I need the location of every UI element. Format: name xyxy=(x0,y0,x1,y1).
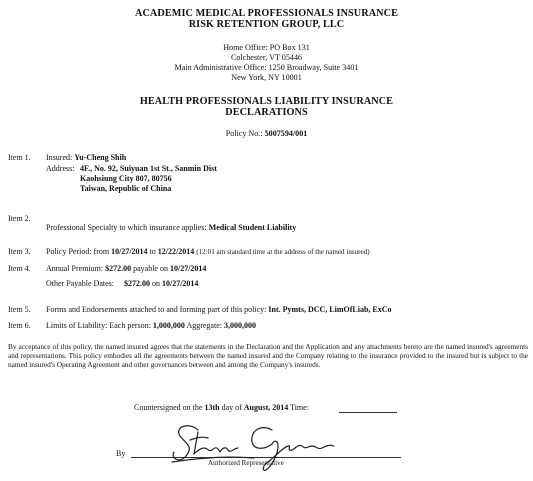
payable-on-text: payable on xyxy=(133,264,168,273)
document-title-line2: DECLARATIONS xyxy=(225,107,308,118)
forms-line xyxy=(46,305,392,314)
company-name-line1: ACADEMIC MEDICAL PROFESSIONALS INSURANCE xyxy=(135,8,398,19)
limits-label: Limits of Liability: Each person: xyxy=(46,321,151,330)
forms-value: Int. Pymts, DCC, LimOfLiab, ExCo xyxy=(268,305,392,314)
address-line-1: Home Office: PO Box 131 xyxy=(223,43,310,52)
countersign-day: 13th xyxy=(204,403,220,412)
insured-address-line-2: Kaohsiung City 807, 80756 xyxy=(80,174,172,183)
address-line-3: Main Administrative Office: 1250 Broadway, Suite 3401 xyxy=(174,63,359,72)
other-payable-line xyxy=(46,279,198,288)
policy-number: 5007594/001 xyxy=(264,129,308,138)
item6-number: Item 6. xyxy=(8,321,31,330)
countersign-month-year: August, 2014 xyxy=(243,403,289,412)
aggregate-label: Aggregate: xyxy=(186,321,222,330)
policy-number-line xyxy=(0,129,533,138)
annual-premium-line xyxy=(46,264,206,273)
specialty-label: Professional Specialty to which insurance applies: xyxy=(46,223,207,232)
by-label: By xyxy=(116,449,126,458)
specialty-line xyxy=(46,223,296,232)
handwritten-signature xyxy=(168,418,338,476)
policy-period-to-word: to xyxy=(149,247,156,256)
other-payable-on: on xyxy=(151,279,160,288)
countersign-time-label: Time: xyxy=(290,403,309,412)
specialty-value: Medical Student Liability xyxy=(208,223,297,232)
limits-line xyxy=(46,321,256,330)
insured-address-line-1: 4F., No. 92, Suiyuan 1st St., Sanmin Dist xyxy=(80,164,217,173)
document-title-line1: HEALTH PROFESSIONALS LIABILITY INSURANCE xyxy=(139,96,394,107)
other-payable-label: Other Payable Dates: xyxy=(46,279,114,288)
time-underline xyxy=(339,412,397,413)
authorized-representative-caption: Authorized Representative xyxy=(208,459,284,467)
acceptance-paragraph: By acceptance of this policy, the named insured agrees that the statements in the Declaration and the Application and any attachments hereto are the named insured's agreements and representations. This policy embodies all the agreements between the named insured and the Company relating to the insurance provided to the insured but is subject to the named insured's Operating Agreement and other governances between and among the Company's insureds. xyxy=(8,342,528,369)
item2-number: Item 2. xyxy=(8,214,31,223)
address-line-2: Colchester, VT 05446 xyxy=(230,53,303,62)
policy-number-label: Policy No.: xyxy=(225,129,263,138)
limit-each-person: 1,000,000 xyxy=(152,321,185,330)
limit-aggregate: 3,000,000 xyxy=(223,321,256,330)
item5-number: Item 5. xyxy=(8,305,31,314)
company-name-line2: RISK RETENTION GROUP, LLC xyxy=(188,19,345,30)
countersign-line xyxy=(134,403,309,412)
insured-address-line-3: Taiwan, Republic of China xyxy=(80,184,172,193)
countersign-prefix: Countersigned on the xyxy=(134,403,203,412)
insured-line xyxy=(46,153,126,162)
item3-number: Item 3. xyxy=(8,247,31,256)
address-line-4: New York, NY 10001 xyxy=(231,73,302,82)
insured-name: Yu-Cheng Shih xyxy=(74,153,127,162)
other-payable-date: 10/27/2014 xyxy=(161,279,199,288)
policy-period-to: 12/22/2014 xyxy=(157,247,195,256)
policy-period-label: Policy Period: from xyxy=(46,247,110,256)
item1-number: Item 1. xyxy=(8,153,31,162)
insured-label: Insured: xyxy=(46,153,73,162)
policy-period-line xyxy=(46,247,370,256)
annual-premium-date: 10/27/2014 xyxy=(169,264,207,273)
annual-premium-label: Annual Premium: xyxy=(46,264,104,273)
item4-number: Item 4. xyxy=(8,264,31,273)
policy-period-note: (12:01 am standard time at the address of the named insured) xyxy=(196,248,370,256)
policy-period-from: 10/27/2014 xyxy=(111,247,148,256)
forms-label: Forms and Endorsements attached to and forming part of this policy: xyxy=(46,305,267,314)
other-payable-amount: $272.00 xyxy=(123,279,150,288)
annual-premium-amount: $272.00 xyxy=(105,264,132,273)
countersign-day-of: day of xyxy=(221,403,242,412)
address-label: Address: xyxy=(46,164,75,173)
